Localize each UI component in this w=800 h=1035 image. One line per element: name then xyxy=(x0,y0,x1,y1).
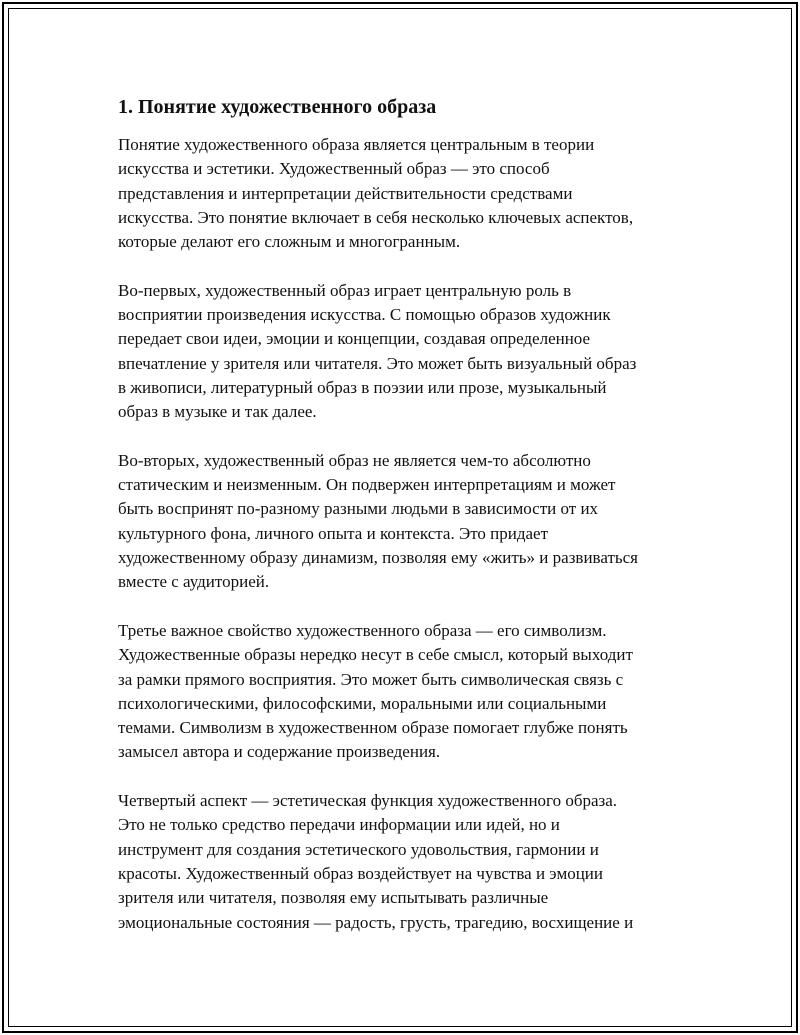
text-line: художественному образу динамизм, позволяя ему «жить» и развиваться xyxy=(118,548,638,568)
text-line: замысел автора и содержание произведения. xyxy=(118,742,441,762)
text-line: Четвертый аспект — эстетическая функция художественного образа. xyxy=(118,791,618,811)
text-line: за рамки прямого восприятия. Это может быть символическая связь с xyxy=(118,669,624,689)
document-body xyxy=(118,93,692,959)
text-line: Третье важное свойство художественного образа — его символизм. xyxy=(118,620,607,640)
text-line: культурного фона, личного опыта и контекста. Это придает xyxy=(118,523,549,543)
text-line: быть воспринят по-разному разными людьми в зависимости от их xyxy=(118,499,599,519)
text-line: темами. Символизм в художественном образе помогает глубже понять xyxy=(118,718,628,738)
text-line: Это не только средство передачи информации или идей, но и xyxy=(118,815,560,835)
text-line: искусства. Это понятие включает в себя несколько ключевых аспектов, xyxy=(118,207,634,227)
text-line: красоты. Художественный образ воздействует на чувства и эмоции xyxy=(118,863,603,883)
text-line: искусства и эстетики. Художественный образ — это способ xyxy=(118,159,550,179)
text-line: передает свои идеи, эмоции и концепции, создавая определенное xyxy=(118,329,591,349)
paragraph-3 xyxy=(118,449,692,595)
text-line: Художественные образы нередко несут в себе смысл, который выходит xyxy=(118,645,633,665)
text-line: психологическими, философскими, моральными или социальными xyxy=(118,693,607,713)
text-line: статическим и неизменным. Он подвержен интерпретациям и может xyxy=(118,475,616,495)
text-line: Во-первых, художественный образ играет центральную роль в xyxy=(118,280,572,300)
section-heading: 1. Понятие художественного образа xyxy=(118,96,437,118)
text-line: представления и интерпретации действительности средствами xyxy=(118,183,573,203)
paragraph-1 xyxy=(118,133,692,254)
paragraph-4 xyxy=(118,619,692,765)
text-line: инструмент для создания эстетического удовольствия, гармонии и xyxy=(118,839,599,859)
text-line: впечатление у зрителя или читателя. Это может быть визуальный образ xyxy=(118,353,637,373)
text-line: Во-вторых, художественный образ не является чем-то абсолютно xyxy=(118,450,591,470)
text-line: вместе с аудиторией. xyxy=(118,572,270,592)
text-line: восприятии произведения искусства. С помощью образов художник xyxy=(118,305,611,325)
text-line: которые делают его сложным и многогранным. xyxy=(118,232,461,252)
paragraph-2 xyxy=(118,279,692,425)
text-line: в живописи, литературный образ в поэзии или прозе, музыкальный xyxy=(118,377,607,397)
text-line: Понятие художественного образа является центральным в теории xyxy=(118,135,595,154)
text-line: эмоциональные состояния — радость, грусть, трагедию, восхищение и xyxy=(118,912,634,932)
paragraph-5 xyxy=(118,789,692,935)
text-line: образ в музыке и так далее. xyxy=(118,402,317,422)
text-line: зрителя или читателя, позволяя ему испытывать различные xyxy=(118,888,549,908)
